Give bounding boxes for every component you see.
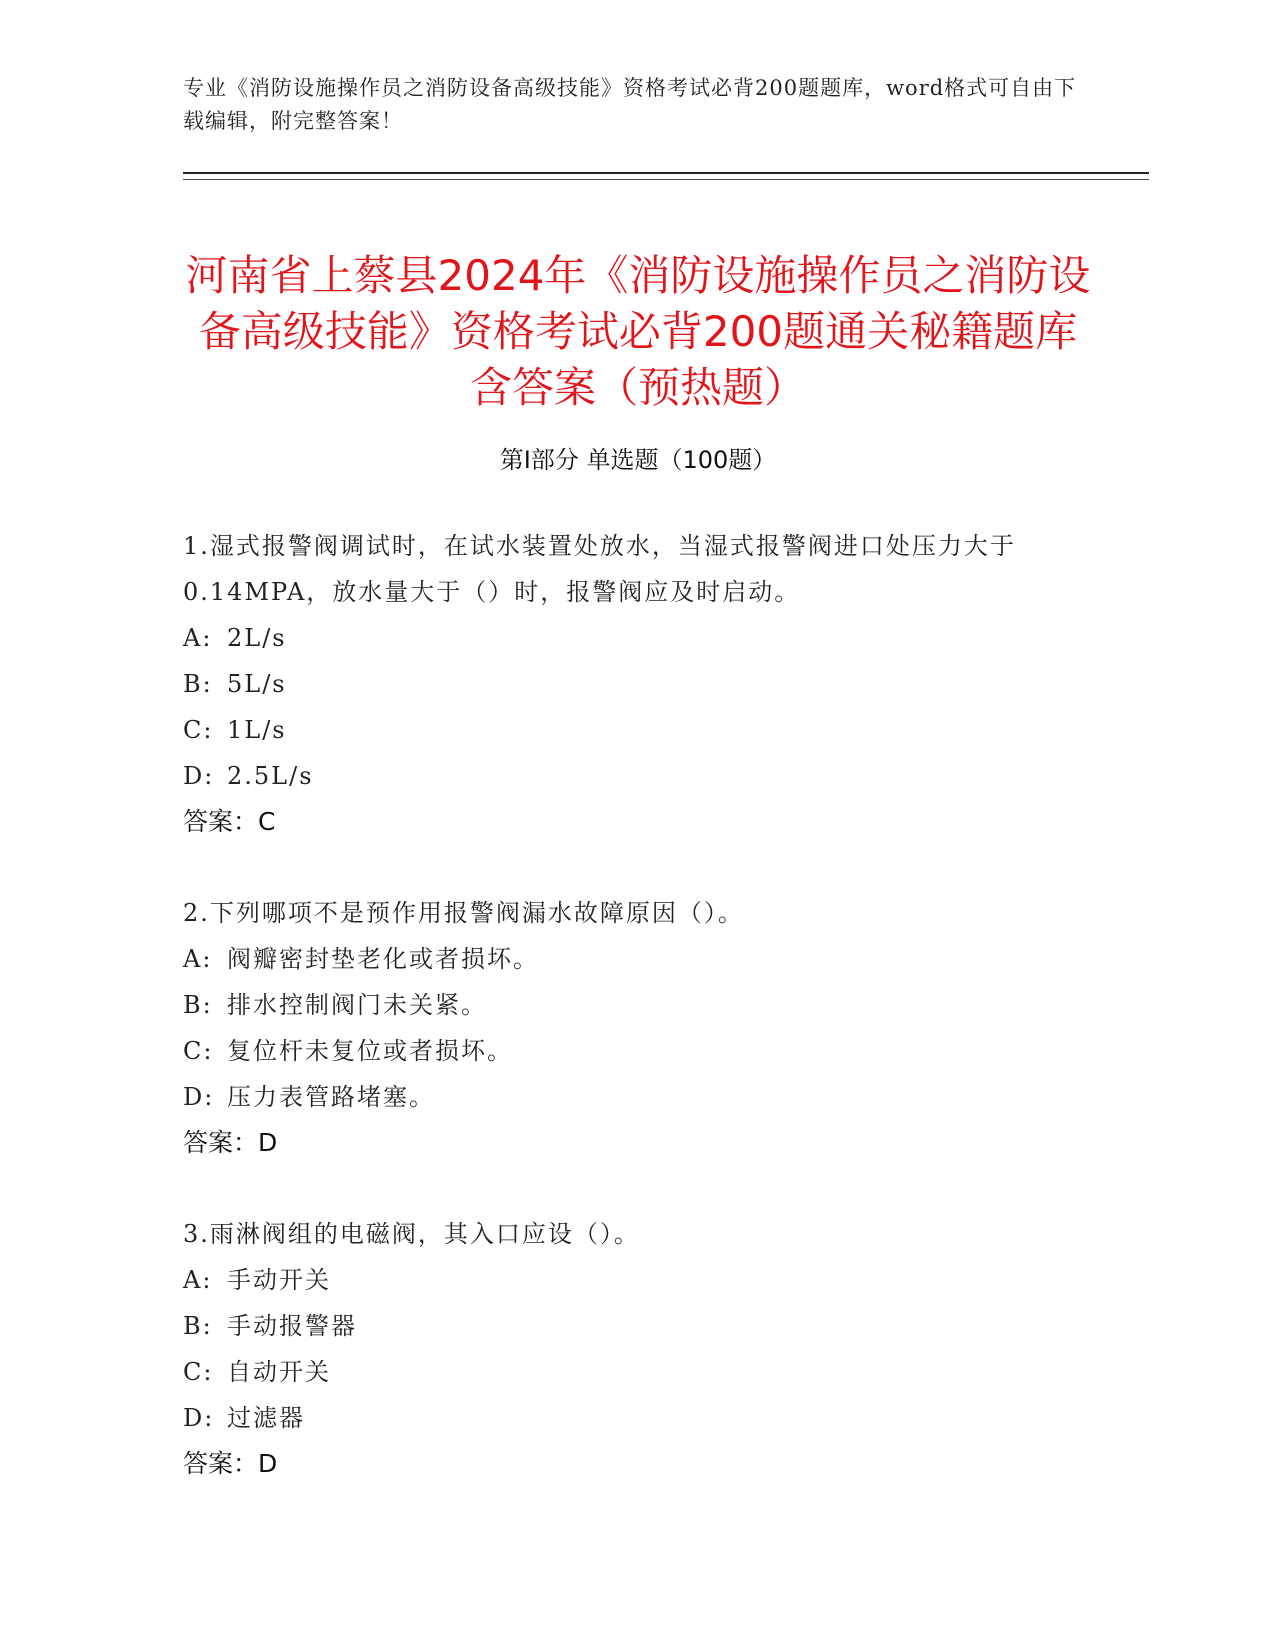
option-text: 压力表管路堵塞。 — [227, 1083, 435, 1111]
option-text: 排水控制阀门未关紧。 — [227, 991, 487, 1019]
question-1 — [183, 523, 1093, 845]
document-title: 河南省上蔡县2024年《消防设施操作员之消防设备高级技能》资格考试必背200题通关秘籍题库含答案（预热题） — [185, 251, 1091, 413]
option-c — [183, 1028, 1093, 1074]
header-rule-thin — [183, 179, 1149, 180]
option-a — [183, 936, 1093, 982]
option-letter: A: — [183, 1266, 213, 1294]
option-text: 自动开关 — [227, 1358, 331, 1386]
option-letter: B: — [183, 991, 213, 1019]
option-letter: D: — [183, 1404, 215, 1432]
option-letter: B: — [183, 1312, 213, 1340]
option-letter: C: — [183, 1358, 214, 1386]
option-letter: D: — [183, 1083, 215, 1111]
question-list — [183, 523, 1093, 1532]
option-d — [183, 753, 1093, 799]
option-letter: A: — [183, 624, 213, 652]
option-text: 手动开关 — [227, 1266, 331, 1294]
option-d — [183, 1074, 1093, 1120]
option-b — [183, 1303, 1093, 1349]
option-letter: C: — [183, 1037, 214, 1065]
option-b — [183, 661, 1093, 707]
question-stem: 1.湿式报警阀调试时，在试水装置处放水，当湿式报警阀进口处压力大于0.14MPA，放水量大于（）时，报警阀应及时启动。 — [183, 532, 1016, 606]
answer-line: 答案：D — [183, 1128, 278, 1157]
header-rule-thick — [183, 172, 1149, 174]
question-3 — [183, 1211, 1093, 1487]
option-text: 阀瓣密封垫老化或者损坏。 — [227, 945, 539, 973]
answer-line: 答案：D — [183, 1449, 278, 1478]
option-b — [183, 982, 1093, 1028]
option-text: 2.5L/s — [227, 762, 314, 790]
option-d — [183, 1395, 1093, 1441]
option-letter: D: — [183, 762, 215, 790]
option-text: 复位杆未复位或者损坏。 — [227, 1037, 513, 1065]
option-text: 5L/s — [227, 670, 287, 698]
option-text: 手动报警器 — [227, 1312, 357, 1340]
option-letter: A: — [183, 945, 213, 973]
question-stem: 2.下列哪项不是预作用报警阀漏水故障原因（）。 — [183, 899, 744, 927]
option-a — [183, 1257, 1093, 1303]
answer-line: 答案：C — [183, 807, 276, 836]
section-title: 第Ⅰ部分 单选题（100题） — [499, 446, 777, 474]
option-c — [183, 707, 1093, 753]
option-text: 过滤器 — [227, 1404, 305, 1432]
option-text: 2L/s — [227, 624, 287, 652]
question-2 — [183, 890, 1093, 1166]
question-stem: 3.雨淋阀组的电磁阀，其入口应设（）。 — [183, 1220, 640, 1248]
option-letter: B: — [183, 670, 213, 698]
header-note: 专业《消防设施操作员之消防设备高级技能》资格考试必背200题题库，word格式可自由下载编辑，附完整答案！ — [183, 76, 1077, 133]
option-c — [183, 1349, 1093, 1395]
option-text: 1L/s — [227, 716, 287, 744]
option-a — [183, 615, 1093, 661]
option-letter: C: — [183, 716, 214, 744]
